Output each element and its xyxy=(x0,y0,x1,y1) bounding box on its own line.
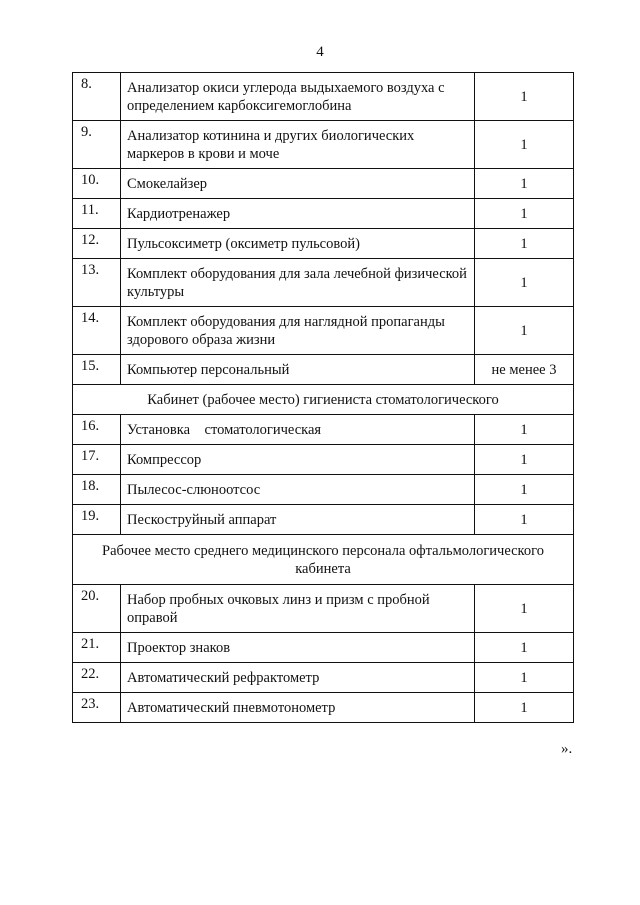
equipment-quantity: 1 xyxy=(475,73,574,121)
row-number: 19. xyxy=(73,505,121,535)
equipment-name: Кардиотренажер xyxy=(121,199,475,229)
equipment-name: Автоматический рефрактометр xyxy=(121,663,475,693)
table-row xyxy=(73,307,574,355)
equipment-table xyxy=(72,72,574,723)
equipment-name: Анализатор котинина и других биологических маркеров в крови и моче xyxy=(121,121,475,169)
equipment-quantity: 1 xyxy=(475,663,574,693)
equipment-quantity: 1 xyxy=(475,633,574,663)
row-number: 13. xyxy=(73,259,121,307)
equipment-quantity: 1 xyxy=(475,585,574,633)
equipment-quantity: 1 xyxy=(475,307,574,355)
equipment-name: Пескоструйный аппарат xyxy=(121,505,475,535)
table-row xyxy=(73,445,574,475)
row-number: 8. xyxy=(73,73,121,121)
row-number: 20. xyxy=(73,585,121,633)
equipment-name: Пульсоксиметр (оксиметр пульсовой) xyxy=(121,229,475,259)
row-number: 12. xyxy=(73,229,121,259)
row-number: 9. xyxy=(73,121,121,169)
table-row xyxy=(73,663,574,693)
equipment-name: Комплект оборудования для зала лечебной физической культуры xyxy=(121,259,475,307)
table-row xyxy=(73,585,574,633)
equipment-name: Компрессор xyxy=(121,445,475,475)
equipment-name: Анализатор окиси углерода выдыхаемого воздуха с определением карбоксигемоглобина xyxy=(121,73,475,121)
row-number: 15. xyxy=(73,355,121,385)
equipment-quantity: 1 xyxy=(475,169,574,199)
table-row xyxy=(73,633,574,663)
equipment-quantity: 1 xyxy=(475,415,574,445)
equipment-quantity: не менее 3 xyxy=(475,355,574,385)
equipment-name: Автоматический пневмотонометр xyxy=(121,693,475,723)
table-row xyxy=(73,693,574,723)
table-row xyxy=(73,169,574,199)
closing-quote-mark: ». xyxy=(561,741,573,757)
table-row xyxy=(73,355,574,385)
section-header-row xyxy=(73,535,574,585)
section-title: Рабочее место среднего медицинского персонала офтальмологического кабинета xyxy=(73,535,574,585)
equipment-name: Комплект оборудования для наглядной пропаганды здорового образа жизни xyxy=(121,307,475,355)
table-row xyxy=(73,73,574,121)
table-row xyxy=(73,229,574,259)
equipment-quantity: 1 xyxy=(475,445,574,475)
table-row xyxy=(73,475,574,505)
section-title: Кабинет (рабочее место) гигиениста стоматологического xyxy=(73,385,574,415)
equipment-quantity: 1 xyxy=(475,505,574,535)
row-number: 14. xyxy=(73,307,121,355)
table-row xyxy=(73,199,574,229)
table-row xyxy=(73,259,574,307)
equipment-name: Смокелайзер xyxy=(121,169,475,199)
equipment-name: Проектор знаков xyxy=(121,633,475,663)
table-row xyxy=(73,121,574,169)
equipment-name: Пылесос-слюноотсос xyxy=(121,475,475,505)
equipment-quantity: 1 xyxy=(475,229,574,259)
page-number: 4 xyxy=(316,44,324,60)
equipment-quantity: 1 xyxy=(475,199,574,229)
equipment-name: Установка стоматологическая xyxy=(121,415,475,445)
row-number: 10. xyxy=(73,169,121,199)
equipment-quantity: 1 xyxy=(475,475,574,505)
row-number: 21. xyxy=(73,633,121,663)
row-number: 17. xyxy=(73,445,121,475)
row-number: 22. xyxy=(73,663,121,693)
row-number: 16. xyxy=(73,415,121,445)
equipment-quantity: 1 xyxy=(475,121,574,169)
equipment-quantity: 1 xyxy=(475,693,574,723)
section-header-row xyxy=(73,385,574,415)
table-row xyxy=(73,505,574,535)
row-number: 23. xyxy=(73,693,121,723)
equipment-name: Набор пробных очковых линз и призм с пробной оправой xyxy=(121,585,475,633)
row-number: 11. xyxy=(73,199,121,229)
table-row xyxy=(73,415,574,445)
equipment-quantity: 1 xyxy=(475,259,574,307)
equipment-name: Компьютер персональный xyxy=(121,355,475,385)
row-number: 18. xyxy=(73,475,121,505)
